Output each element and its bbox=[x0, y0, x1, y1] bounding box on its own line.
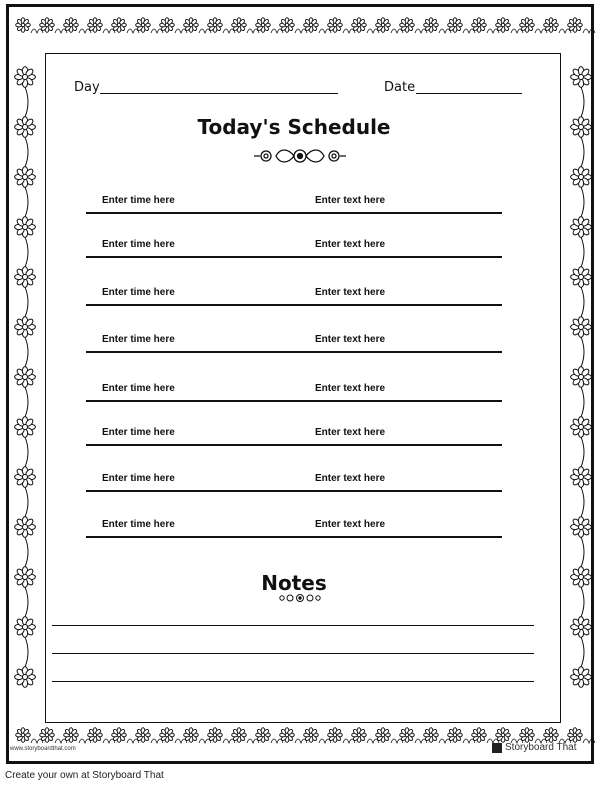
flower-icon bbox=[448, 18, 463, 33]
flower-icon bbox=[571, 417, 592, 438]
flower-icon bbox=[571, 267, 592, 288]
flower-icon bbox=[136, 728, 151, 743]
flower-icon bbox=[40, 18, 55, 33]
time-field[interactable]: Enter time here bbox=[102, 473, 175, 484]
notes-title: Notes bbox=[261, 571, 327, 595]
schedule-row bbox=[86, 266, 502, 306]
flower-icon bbox=[328, 18, 343, 33]
flower-icon bbox=[544, 728, 559, 743]
flower-icon bbox=[112, 728, 127, 743]
day-label: Day bbox=[74, 80, 100, 95]
activity-field[interactable]: Enter text here bbox=[315, 195, 386, 206]
time-field[interactable]: Enter time here bbox=[102, 195, 175, 206]
activity-field[interactable]: Enter text here bbox=[315, 427, 386, 438]
flower-icon bbox=[256, 18, 271, 33]
time-field[interactable]: Enter time here bbox=[102, 239, 175, 250]
flower-icon bbox=[15, 317, 36, 338]
flower-icon bbox=[15, 217, 36, 238]
flower-icon bbox=[184, 18, 199, 33]
logo-text: Storyboard That bbox=[505, 742, 577, 753]
flower-icon bbox=[571, 367, 592, 388]
time-field[interactable]: Enter time here bbox=[102, 427, 175, 438]
flower-icon bbox=[472, 728, 487, 743]
flower-icon bbox=[571, 517, 592, 538]
flower-icon bbox=[16, 728, 31, 743]
flower-icon bbox=[472, 18, 487, 33]
flower-icon bbox=[400, 18, 415, 33]
flower-icon bbox=[571, 67, 592, 88]
date-label: Date bbox=[384, 80, 416, 95]
flower-icon bbox=[15, 167, 36, 188]
notes-line[interactable] bbox=[52, 625, 534, 626]
flower-icon bbox=[15, 367, 36, 388]
flower-icon bbox=[232, 728, 247, 743]
schedule-row bbox=[86, 218, 502, 258]
flower-icon bbox=[160, 18, 175, 33]
activity-field[interactable]: Enter text here bbox=[315, 519, 386, 530]
flower-icon bbox=[256, 728, 271, 743]
flower-icon bbox=[568, 18, 583, 33]
schedule-row bbox=[86, 174, 502, 214]
flower-icon bbox=[352, 728, 367, 743]
flower-icon bbox=[64, 18, 79, 33]
flower-icon bbox=[280, 18, 295, 33]
date-input-line[interactable] bbox=[416, 93, 522, 94]
flower-icon bbox=[376, 18, 391, 33]
row-underline bbox=[86, 400, 502, 402]
flower-icon bbox=[376, 728, 391, 743]
row-underline bbox=[86, 444, 502, 446]
flower-icon bbox=[136, 18, 151, 33]
flower-icon bbox=[424, 18, 439, 33]
flower-icon bbox=[400, 728, 415, 743]
row-underline bbox=[86, 536, 502, 538]
schedule-row bbox=[86, 406, 502, 446]
flower-icon bbox=[568, 728, 583, 743]
flower-icon bbox=[544, 18, 559, 33]
flower-icon bbox=[184, 728, 199, 743]
flower-icon bbox=[304, 728, 319, 743]
schedule-row bbox=[86, 498, 502, 538]
flower-icon bbox=[88, 18, 103, 33]
day-input-line[interactable] bbox=[100, 93, 338, 94]
activity-field[interactable]: Enter text here bbox=[315, 473, 386, 484]
footer-link[interactable]: Create your own at Storyboard That bbox=[5, 770, 164, 781]
row-underline bbox=[86, 304, 502, 306]
flourish-ornament-icon bbox=[252, 145, 348, 167]
activity-field[interactable]: Enter text here bbox=[315, 383, 386, 394]
flower-icon bbox=[15, 467, 36, 488]
time-field[interactable]: Enter time here bbox=[102, 334, 175, 345]
flower-icon bbox=[15, 617, 36, 638]
row-underline bbox=[86, 256, 502, 258]
flower-icon bbox=[15, 267, 36, 288]
flower-icon bbox=[448, 728, 463, 743]
flower-icon bbox=[112, 18, 127, 33]
notes-line[interactable] bbox=[52, 653, 534, 654]
flower-icon bbox=[16, 18, 31, 33]
logo-icon bbox=[492, 743, 502, 753]
small-flourish-icon bbox=[277, 592, 323, 604]
flower-icon bbox=[15, 517, 36, 538]
activity-field[interactable]: Enter text here bbox=[315, 287, 386, 298]
flower-icon bbox=[15, 417, 36, 438]
flower-icon bbox=[571, 167, 592, 188]
flower-icon bbox=[160, 728, 175, 743]
storyboard-logo bbox=[492, 742, 577, 753]
row-underline bbox=[86, 212, 502, 214]
flower-icon bbox=[571, 617, 592, 638]
notes-line[interactable] bbox=[52, 681, 534, 682]
page-title: Today's Schedule bbox=[197, 115, 391, 139]
time-field[interactable]: Enter time here bbox=[102, 519, 175, 530]
flower-icon bbox=[15, 67, 36, 88]
flower-icon bbox=[304, 18, 319, 33]
time-field[interactable]: Enter time here bbox=[102, 383, 175, 394]
flower-icon bbox=[208, 18, 223, 33]
row-underline bbox=[86, 490, 502, 492]
activity-field[interactable]: Enter text here bbox=[315, 239, 386, 250]
flower-icon bbox=[571, 317, 592, 338]
schedule-row bbox=[86, 452, 502, 492]
flower-icon bbox=[280, 728, 295, 743]
row-underline bbox=[86, 351, 502, 353]
flower-icon bbox=[424, 728, 439, 743]
flower-icon bbox=[571, 467, 592, 488]
flower-icon bbox=[520, 728, 535, 743]
flower-icon bbox=[88, 728, 103, 743]
flower-icon bbox=[571, 667, 592, 688]
activity-field[interactable]: Enter text here bbox=[315, 334, 386, 345]
flower-icon bbox=[232, 18, 247, 33]
flower-icon bbox=[40, 728, 55, 743]
flower-icon bbox=[496, 18, 511, 33]
flower-icon bbox=[352, 18, 367, 33]
flower-icon bbox=[328, 728, 343, 743]
schedule-row bbox=[86, 313, 502, 353]
flower-icon bbox=[64, 728, 79, 743]
flower-icon bbox=[15, 667, 36, 688]
time-field[interactable]: Enter time here bbox=[102, 287, 175, 298]
flower-icon bbox=[496, 728, 511, 743]
flower-icon bbox=[208, 728, 223, 743]
watermark-url: www.storyboardthat.com bbox=[10, 746, 76, 752]
flower-icon bbox=[520, 18, 535, 33]
flower-icon bbox=[571, 217, 592, 238]
schedule-row bbox=[86, 362, 502, 402]
